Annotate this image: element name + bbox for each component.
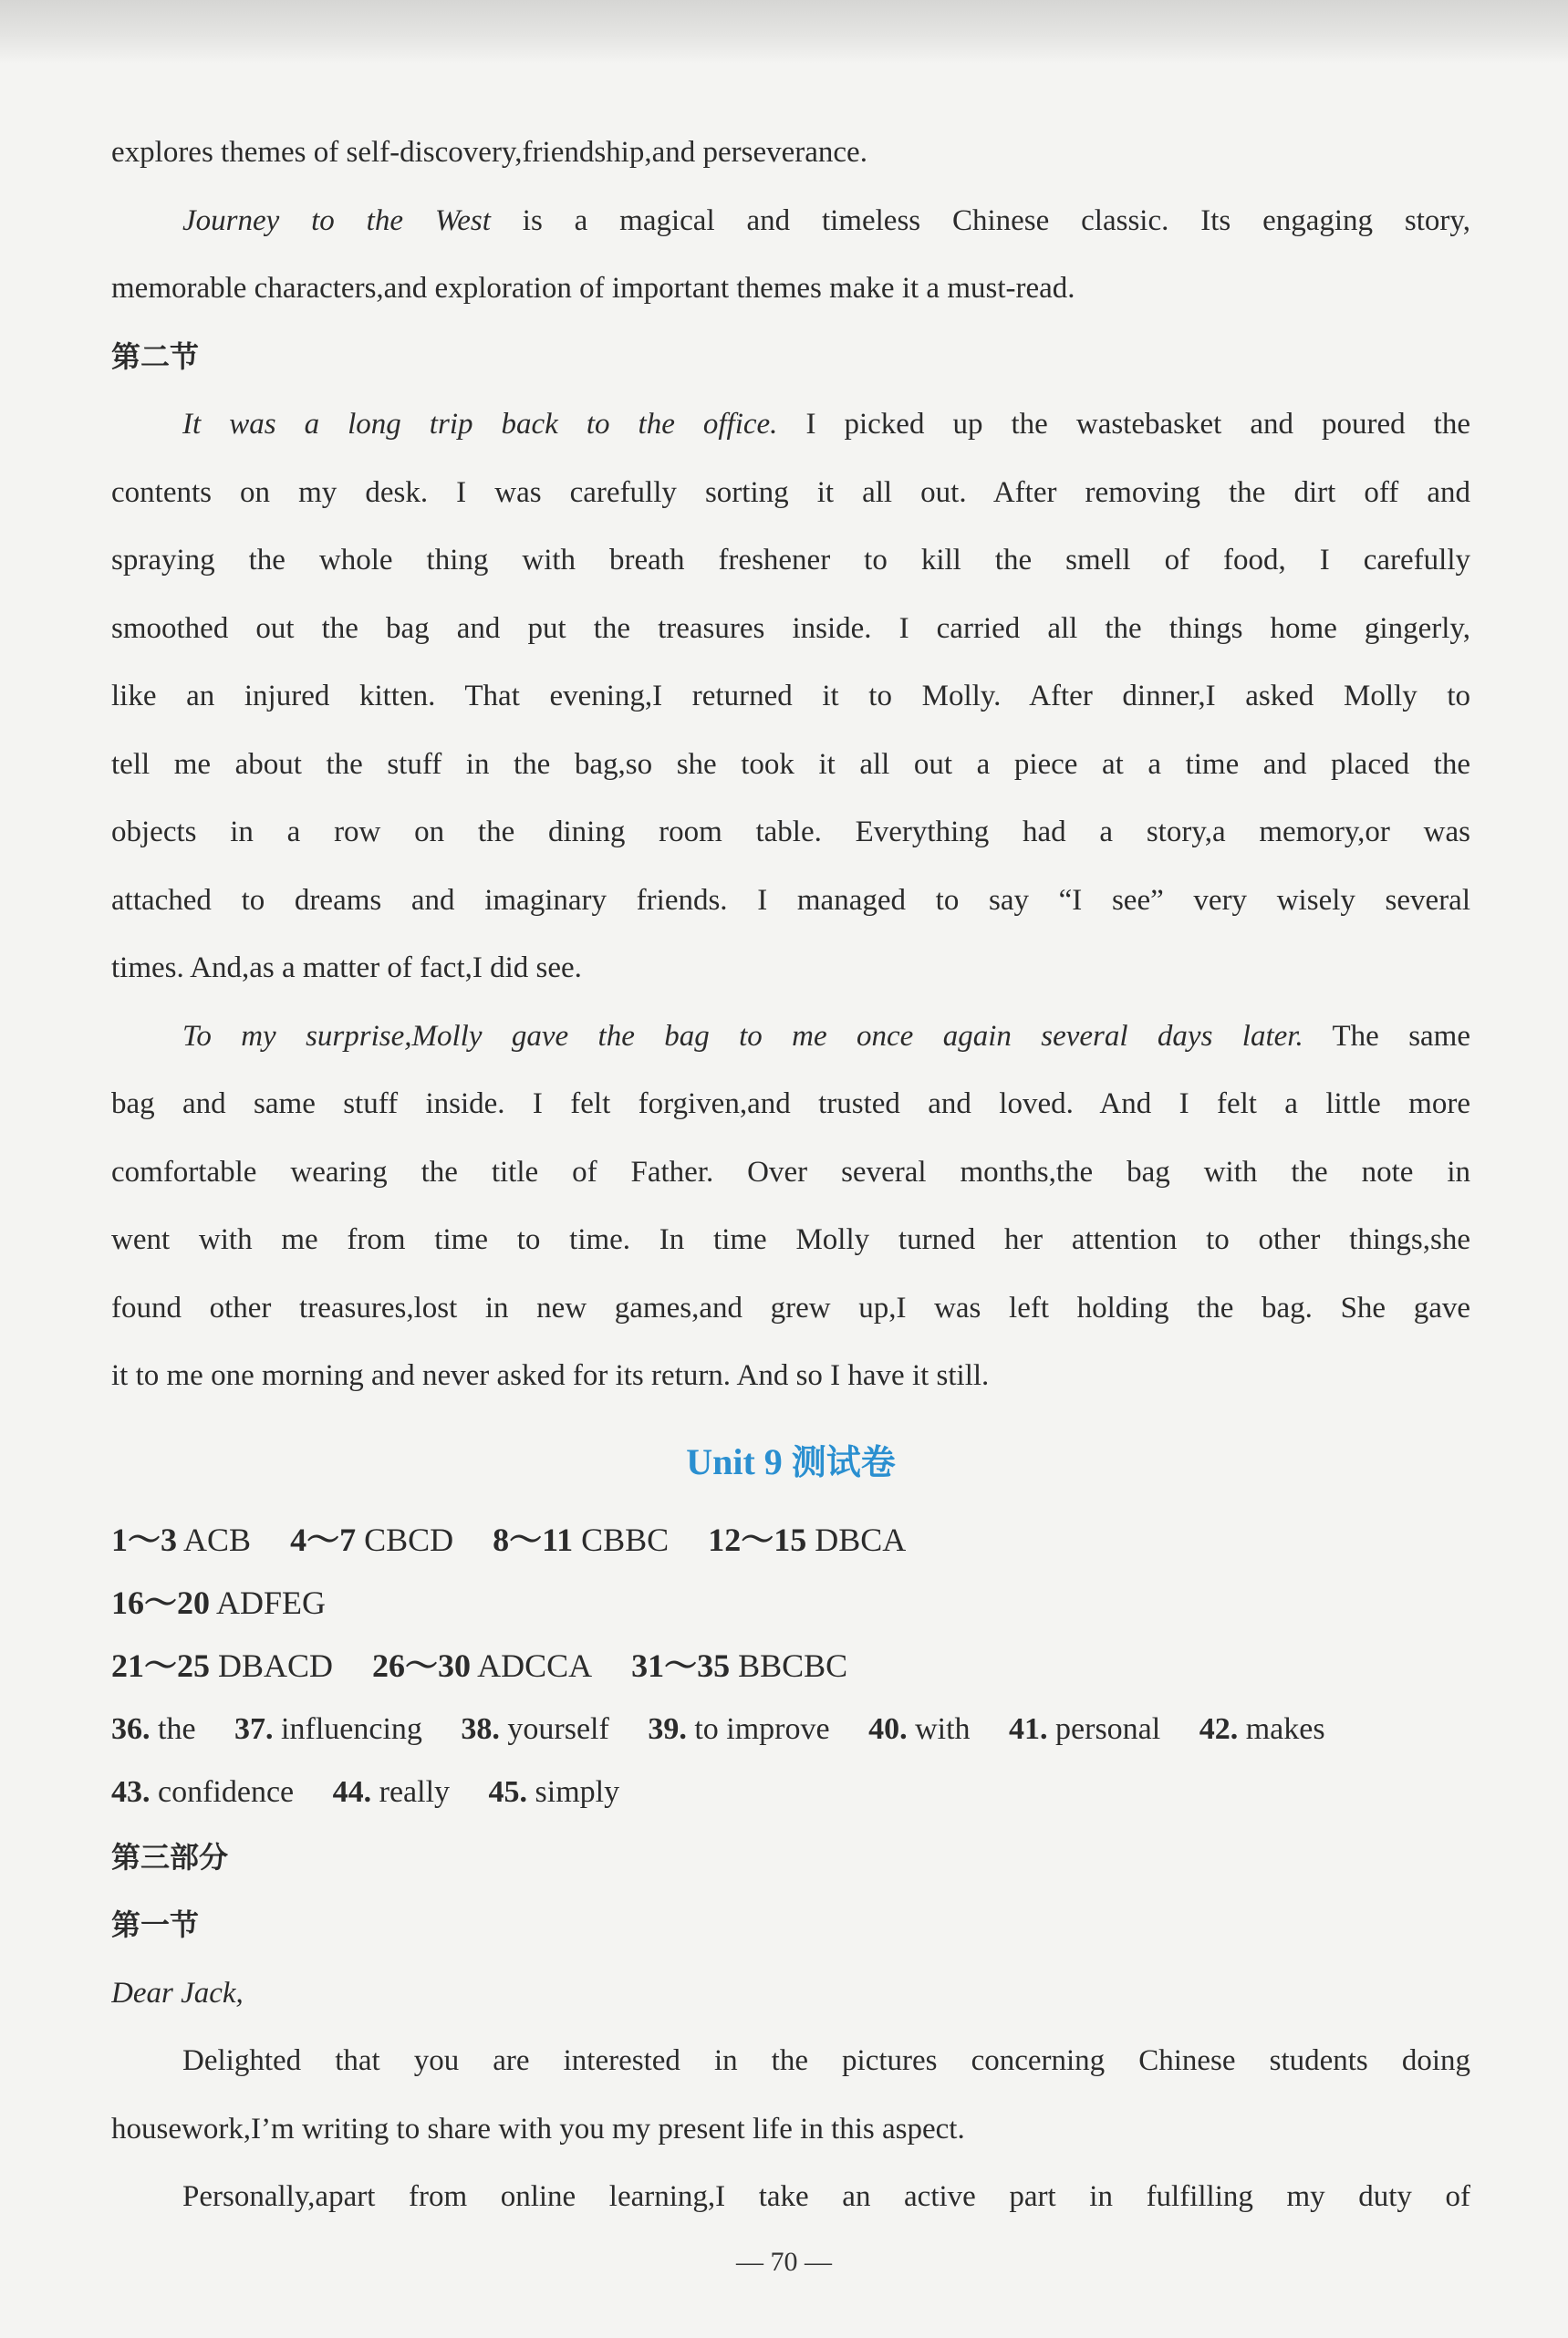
answer-keys: ADFEG (216, 1584, 327, 1621)
answer-num: 43. (111, 1774, 151, 1809)
answer-range: 8～11 (493, 1521, 574, 1558)
answer-num: 42. (1199, 1711, 1239, 1746)
answer-word: the (158, 1711, 196, 1746)
answer-keys: ADCCA (477, 1647, 593, 1684)
answer-keys: CBCD (364, 1521, 454, 1558)
text-line: housework,I’m writing to share with you my present life in this aspect. (111, 2112, 965, 2146)
page-number: — 70 — (736, 2247, 832, 2277)
answer-keys: BBCBC (738, 1647, 848, 1684)
text-line: explores themes of self-discovery,friendship,and perseverance. (111, 136, 867, 169)
text-line: objects in a row on the dining room table. Everything had a story,a memory,or was (111, 816, 1470, 848)
answer-range: 21～25 (111, 1647, 211, 1684)
text-line (111, 1003, 1470, 1071)
scan-top-shadow (0, 0, 1568, 64)
answer-word: yourself (507, 1711, 609, 1746)
answer-word: really (379, 1774, 451, 1809)
text-line: smoothed out the bag and put the treasures inside. I carried all the things home gingerly, (111, 611, 1470, 645)
text-line: bag and same stuff inside. I felt forgiven,and trusted and loved. And I felt a little more (111, 1087, 1470, 1120)
text-line (111, 187, 1470, 255)
answer-row-1 (111, 1509, 1470, 1572)
answer-row-3 (111, 1635, 1470, 1698)
text-span: I picked up the wastebasket and poured the (777, 408, 1470, 441)
letter-salutation: Dear Jack, (111, 1976, 244, 2010)
italic-lead: It was a long trip back to the office. (182, 408, 778, 441)
answer-num: 37. (234, 1711, 274, 1746)
answer-num: 45. (488, 1774, 528, 1809)
text-span: The same (1303, 1019, 1470, 1053)
answer-word: with (915, 1711, 971, 1746)
text-line: it to me one morning and never asked for its return. And so I have it still. (111, 1359, 990, 1392)
text-line (111, 390, 1470, 459)
answer-row-5 (111, 1761, 1470, 1824)
text-line: contents on my desk. I was carefully sorting it all out. After removing the dirt off and (111, 475, 1470, 509)
answer-word: simply (535, 1774, 620, 1809)
text-line: Personally,apart from online learning,I take an active part in fulfilling my duty of (182, 2180, 1470, 2213)
text-line: comfortable wearing the title of Father. Over several months,the bag with the note in (111, 1155, 1470, 1189)
answer-row-2 (111, 1572, 1470, 1635)
part-heading: 第三部分 (111, 1839, 229, 1875)
unit-title-en: Unit 9 (686, 1440, 783, 1482)
answer-keys: CBBC (581, 1521, 670, 1558)
italic-lead: To my surprise,Molly gave the bag to me once again several days later. (182, 1019, 1303, 1053)
answer-range: 31～35 (631, 1647, 731, 1684)
section-heading: 第二节 (111, 338, 200, 374)
answer-keys: DBACD (218, 1647, 334, 1684)
answer-range: 26～30 (372, 1647, 472, 1684)
answer-keys: DBCA (815, 1521, 907, 1558)
answer-range: 4～7 (290, 1521, 357, 1558)
text-line: Delighted that you are interested in the pictures concerning Chinese students doing (182, 2044, 1470, 2077)
answer-range: 12～15 (708, 1521, 807, 1558)
text-line: went with me from time to time. In time Molly turned her attention to other things,she (111, 1223, 1470, 1256)
text-line: like an injured kitten. That evening,I returned it to Molly. After dinner,I asked Molly to (111, 680, 1470, 712)
text-line: memorable characters,and exploration of important themes make it a must-read. (111, 272, 1075, 305)
unit-title (111, 1423, 1470, 1502)
answer-range: 16～20 (111, 1584, 211, 1621)
text-span: is a magical and timeless Chinese classic. Its engaging story, (490, 203, 1470, 237)
answer-num: 38. (461, 1711, 500, 1746)
page-body (111, 119, 1470, 2231)
book-title: Journey to the West (182, 203, 491, 237)
answer-word: influencing (281, 1711, 422, 1746)
answer-num: 39. (648, 1711, 687, 1746)
text-line: tell me about the stuff in the bag,so she took it all out a piece at a time and placed the (111, 747, 1470, 781)
answer-num: 36. (111, 1711, 151, 1746)
unit-title-cn: 测试卷 (791, 1441, 896, 1482)
text-line: attached to dreams and imaginary friends. I managed to say “I see” very wisely several (111, 883, 1470, 917)
section-heading: 第一节 (111, 1907, 200, 1942)
answer-word: confidence (158, 1774, 295, 1809)
text-line: found other treasures,lost in new games,and grew up,I was left holding the bag. She gave (111, 1291, 1470, 1325)
answer-word: to improve (694, 1711, 830, 1746)
answer-num: 41. (1009, 1711, 1048, 1746)
answer-word: personal (1055, 1711, 1161, 1746)
text-line: spraying the whole thing with breath freshener to kill the smell of food, I carefully (111, 544, 1470, 577)
text-line: times. And,as a matter of fact,I did see. (111, 951, 582, 984)
answer-word: makes (1245, 1711, 1325, 1746)
answer-keys: ACB (183, 1521, 252, 1558)
answer-num: 40. (868, 1711, 908, 1746)
answer-row-4 (111, 1698, 1470, 1761)
answer-num: 44. (332, 1774, 372, 1809)
answer-range: 1～3 (111, 1521, 178, 1558)
